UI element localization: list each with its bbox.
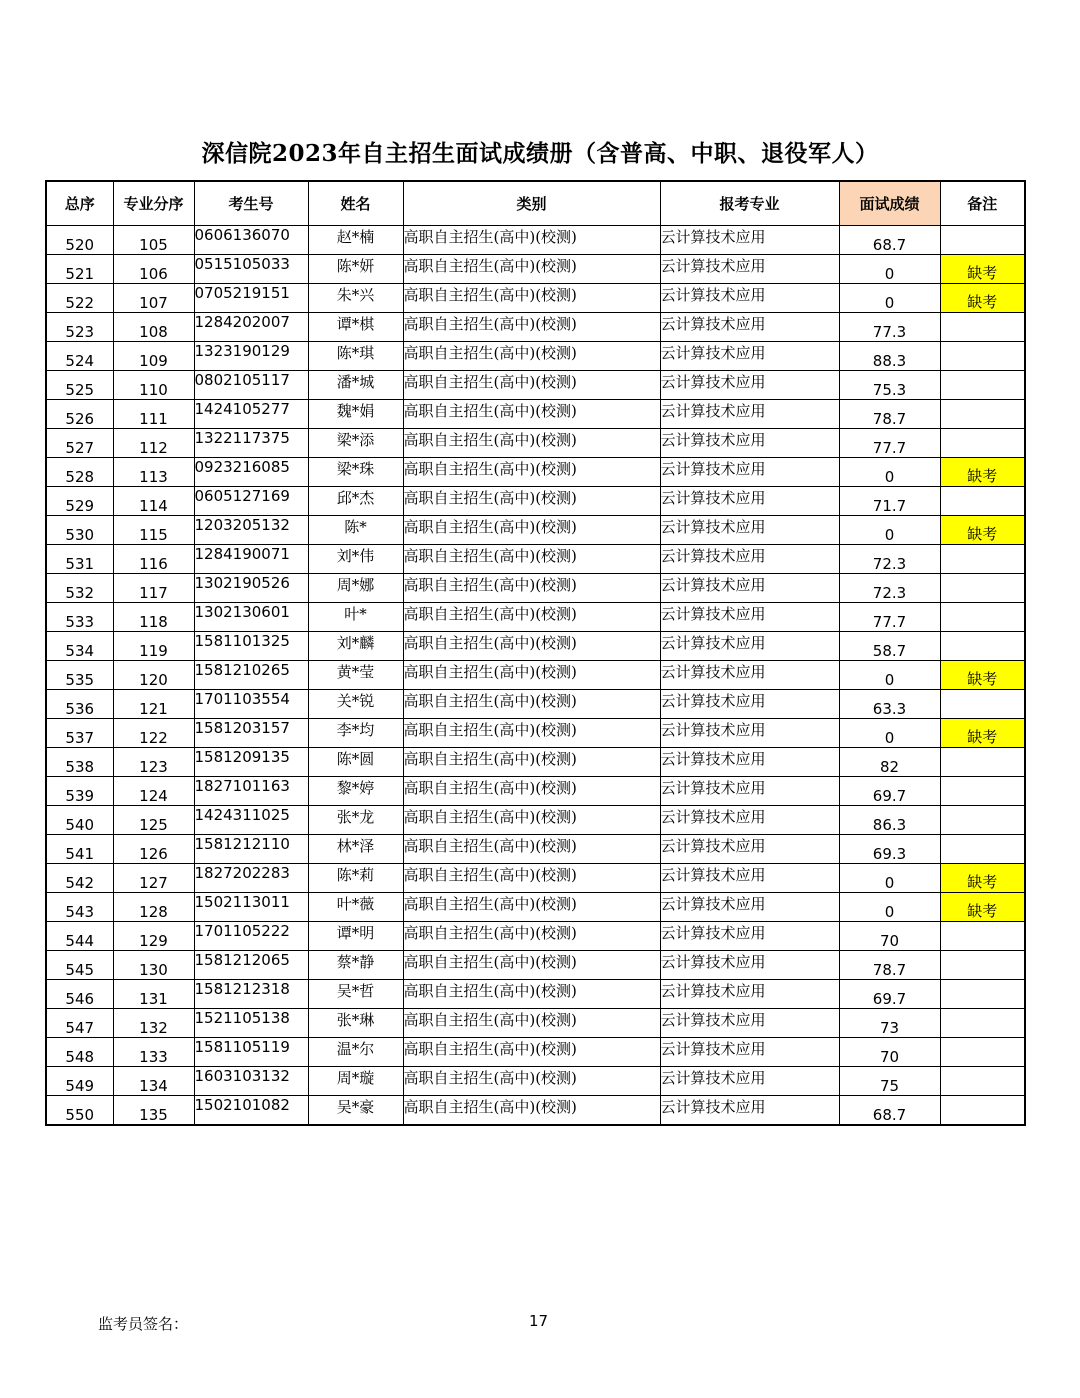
cell-category: 高职自主招生(高中)(校测): [403, 806, 660, 835]
cell-major-seq: 125: [113, 806, 194, 835]
cell-name: 蔡*静: [308, 951, 403, 980]
cell-major-seq: 130: [113, 951, 194, 980]
cell-total-seq: 540: [46, 806, 113, 835]
cell-category: 高职自主招生(高中)(校测): [403, 371, 660, 400]
cell-note: [940, 574, 1025, 603]
table-row: [46, 487, 1025, 516]
cell-score: 69.7: [839, 980, 940, 1009]
cell-major: 云计算技术应用: [660, 603, 839, 632]
cell-total-seq: 539: [46, 777, 113, 806]
cell-major: 云计算技术应用: [660, 429, 839, 458]
cell-name: 陈*妍: [308, 255, 403, 284]
cell-major: 云计算技术应用: [660, 806, 839, 835]
cell-score: 77.7: [839, 429, 940, 458]
cell-note: [940, 1038, 1025, 1067]
cell-total-seq: 537: [46, 719, 113, 748]
cell-major-seq: 107: [113, 284, 194, 313]
cell-category: 高职自主招生(高中)(校测): [403, 980, 660, 1009]
cell-total-seq: 528: [46, 458, 113, 487]
table-row: [46, 922, 1025, 951]
cell-total-seq: 520: [46, 226, 113, 255]
cell-major: 云计算技术应用: [660, 255, 839, 284]
cell-total-seq: 535: [46, 661, 113, 690]
cell-major-seq: 105: [113, 226, 194, 255]
cell-note: [940, 545, 1025, 574]
cell-note: [940, 1009, 1025, 1038]
table-row: [46, 400, 1025, 429]
cell-note: 缺考: [940, 864, 1025, 893]
cell-total-seq: 521: [46, 255, 113, 284]
cell-score: 73: [839, 1009, 940, 1038]
cell-major: 云计算技术应用: [660, 226, 839, 255]
cell-name: 朱*兴: [308, 284, 403, 313]
cell-name: 刘*麟: [308, 632, 403, 661]
cell-score: 75.3: [839, 371, 940, 400]
cell-category: 高职自主招生(高中)(校测): [403, 632, 660, 661]
cell-major: 云计算技术应用: [660, 342, 839, 371]
cell-total-seq: 541: [46, 835, 113, 864]
table-row: [46, 661, 1025, 690]
header-cell: 总序: [46, 181, 113, 226]
table-row: [46, 371, 1025, 400]
cell-major: 云计算技术应用: [660, 922, 839, 951]
signature-label: 监考员签名：: [98, 1315, 189, 1333]
cell-major: 云计算技术应用: [660, 1038, 839, 1067]
cell-exam-id: 1302130601: [194, 603, 308, 632]
cell-exam-id: 1424105277: [194, 400, 308, 429]
cell-note: [940, 922, 1025, 951]
cell-major-seq: 122: [113, 719, 194, 748]
cell-total-seq: 547: [46, 1009, 113, 1038]
cell-name: 梁*珠: [308, 458, 403, 487]
cell-total-seq: 529: [46, 487, 113, 516]
cell-category: 高职自主招生(高中)(校测): [403, 719, 660, 748]
cell-major: 云计算技术应用: [660, 690, 839, 719]
cell-name: 陈*圆: [308, 748, 403, 777]
table-row: [46, 284, 1025, 313]
cell-exam-id: 1581212110: [194, 835, 308, 864]
table-row: [46, 632, 1025, 661]
cell-score: 75: [839, 1067, 940, 1096]
table-row: [46, 1009, 1025, 1038]
table-row: [46, 980, 1025, 1009]
header-cell-score: 面试成绩: [839, 181, 940, 226]
cell-total-seq: 530: [46, 516, 113, 545]
cell-major: 云计算技术应用: [660, 661, 839, 690]
header-cell: 备注: [940, 181, 1025, 226]
cell-major-seq: 124: [113, 777, 194, 806]
table-row: [46, 429, 1025, 458]
cell-major-seq: 106: [113, 255, 194, 284]
cell-major: 云计算技术应用: [660, 893, 839, 922]
cell-category: 高职自主招生(高中)(校测): [403, 458, 660, 487]
cell-exam-id: 1502101082: [194, 1096, 308, 1126]
cell-score: 86.3: [839, 806, 940, 835]
cell-major: 云计算技术应用: [660, 487, 839, 516]
cell-note: 缺考: [940, 458, 1025, 487]
cell-total-seq: 542: [46, 864, 113, 893]
cell-name: 黎*婷: [308, 777, 403, 806]
cell-name: 吴*哲: [308, 980, 403, 1009]
cell-major: 云计算技术应用: [660, 516, 839, 545]
cell-category: 高职自主招生(高中)(校测): [403, 893, 660, 922]
cell-major-seq: 132: [113, 1009, 194, 1038]
cell-category: 高职自主招生(高中)(校测): [403, 690, 660, 719]
cell-total-seq: 522: [46, 284, 113, 313]
cell-major: 云计算技术应用: [660, 719, 839, 748]
cell-score: 0: [839, 661, 940, 690]
table-row: [46, 893, 1025, 922]
cell-score: 0: [839, 458, 940, 487]
cell-exam-id: 1284190071: [194, 545, 308, 574]
cell-exam-id: 1502113011: [194, 893, 308, 922]
cell-note: [940, 835, 1025, 864]
cell-major: 云计算技术应用: [660, 371, 839, 400]
header-cell: 姓名: [308, 181, 403, 226]
table-row: [46, 545, 1025, 574]
cell-name: 吴*豪: [308, 1096, 403, 1126]
cell-exam-id: 1302190526: [194, 574, 308, 603]
cell-major-seq: 120: [113, 661, 194, 690]
cell-score: 72.3: [839, 545, 940, 574]
cell-note: [940, 777, 1025, 806]
cell-note: [940, 371, 1025, 400]
cell-name: 谭*棋: [308, 313, 403, 342]
cell-score: 78.7: [839, 400, 940, 429]
table-row: [46, 458, 1025, 487]
cell-name: 陈*莉: [308, 864, 403, 893]
cell-exam-id: 0923216085: [194, 458, 308, 487]
cell-name: 潘*城: [308, 371, 403, 400]
header-cell: 考生号: [194, 181, 308, 226]
cell-category: 高职自主招生(高中)(校测): [403, 748, 660, 777]
cell-major-seq: 127: [113, 864, 194, 893]
cell-score: 88.3: [839, 342, 940, 371]
cell-name: 温*尔: [308, 1038, 403, 1067]
cell-note: [940, 951, 1025, 980]
cell-major: 云计算技术应用: [660, 1096, 839, 1126]
table-row: [46, 574, 1025, 603]
table-row: [46, 777, 1025, 806]
cell-exam-id: 0605127169: [194, 487, 308, 516]
table-row: [46, 226, 1025, 255]
cell-major-seq: 135: [113, 1096, 194, 1126]
cell-score: 0: [839, 284, 940, 313]
cell-major: 云计算技术应用: [660, 574, 839, 603]
cell-exam-id: 1284202007: [194, 313, 308, 342]
cell-score: 72.3: [839, 574, 940, 603]
cell-exam-id: 1581105119: [194, 1038, 308, 1067]
cell-total-seq: 531: [46, 545, 113, 574]
table-row: [46, 864, 1025, 893]
cell-category: 高职自主招生(高中)(校测): [403, 864, 660, 893]
cell-major: 云计算技术应用: [660, 980, 839, 1009]
cell-total-seq: 538: [46, 748, 113, 777]
cell-score: 68.7: [839, 1096, 940, 1126]
cell-exam-id: 1521105138: [194, 1009, 308, 1038]
cell-exam-id: 1581203157: [194, 719, 308, 748]
cell-name: 刘*伟: [308, 545, 403, 574]
cell-category: 高职自主招生(高中)(校测): [403, 835, 660, 864]
cell-category: 高职自主招生(高中)(校测): [403, 545, 660, 574]
cell-note: [940, 226, 1025, 255]
cell-major-seq: 114: [113, 487, 194, 516]
cell-name: 叶*: [308, 603, 403, 632]
cell-note: [940, 1096, 1025, 1126]
cell-major-seq: 128: [113, 893, 194, 922]
cell-major: 云计算技术应用: [660, 864, 839, 893]
cell-major: 云计算技术应用: [660, 951, 839, 980]
cell-note: [940, 632, 1025, 661]
cell-major-seq: 111: [113, 400, 194, 429]
cell-major-seq: 123: [113, 748, 194, 777]
page-title: 深信院2023年自主招生面试成绩册（含普高、中职、退役军人）: [201, 140, 879, 167]
cell-exam-id: 1701103554: [194, 690, 308, 719]
score-table: [45, 180, 1026, 1126]
cell-name: 黄*莹: [308, 661, 403, 690]
cell-category: 高职自主招生(高中)(校测): [403, 284, 660, 313]
cell-exam-id: 1581210265: [194, 661, 308, 690]
cell-note: [940, 1067, 1025, 1096]
cell-category: 高职自主招生(高中)(校测): [403, 603, 660, 632]
cell-score: 0: [839, 516, 940, 545]
cell-name: 周*璇: [308, 1067, 403, 1096]
cell-exam-id: 0606136070: [194, 226, 308, 255]
cell-major: 云计算技术应用: [660, 400, 839, 429]
cell-score: 71.7: [839, 487, 940, 516]
table-row: [46, 1067, 1025, 1096]
cell-major-seq: 119: [113, 632, 194, 661]
cell-category: 高职自主招生(高中)(校测): [403, 1009, 660, 1038]
cell-name: 陈*: [308, 516, 403, 545]
cell-note: [940, 690, 1025, 719]
cell-category: 高职自主招生(高中)(校测): [403, 487, 660, 516]
cell-name: 李*均: [308, 719, 403, 748]
table-row: [46, 342, 1025, 371]
cell-score: 70: [839, 922, 940, 951]
cell-exam-id: 1322117375: [194, 429, 308, 458]
cell-name: 陈*琪: [308, 342, 403, 371]
table-row: [46, 690, 1025, 719]
cell-category: 高职自主招生(高中)(校测): [403, 1067, 660, 1096]
cell-major: 云计算技术应用: [660, 748, 839, 777]
cell-note: [940, 313, 1025, 342]
page-number: 17: [529, 1312, 549, 1330]
cell-major-seq: 131: [113, 980, 194, 1009]
table-row: [46, 603, 1025, 632]
table-row: [46, 516, 1025, 545]
cell-total-seq: 548: [46, 1038, 113, 1067]
cell-exam-id: 1701105222: [194, 922, 308, 951]
cell-score: 82: [839, 748, 940, 777]
cell-major-seq: 134: [113, 1067, 194, 1096]
cell-category: 高职自主招生(高中)(校测): [403, 1096, 660, 1126]
cell-total-seq: 527: [46, 429, 113, 458]
cell-name: 周*娜: [308, 574, 403, 603]
cell-score: 0: [839, 893, 940, 922]
cell-note: [940, 342, 1025, 371]
cell-major-seq: 110: [113, 371, 194, 400]
table-row: [46, 748, 1025, 777]
cell-major: 云计算技术应用: [660, 313, 839, 342]
table-row: [46, 806, 1025, 835]
cell-total-seq: 545: [46, 951, 113, 980]
table-row: [46, 313, 1025, 342]
cell-score: 78.7: [839, 951, 940, 980]
cell-total-seq: 532: [46, 574, 113, 603]
table-row: [46, 1038, 1025, 1067]
cell-major: 云计算技术应用: [660, 632, 839, 661]
cell-name: 张*龙: [308, 806, 403, 835]
cell-score: 70: [839, 1038, 940, 1067]
cell-total-seq: 544: [46, 922, 113, 951]
table-body: [46, 226, 1025, 1126]
cell-category: 高职自主招生(高中)(校测): [403, 400, 660, 429]
cell-major-seq: 116: [113, 545, 194, 574]
cell-major-seq: 113: [113, 458, 194, 487]
cell-exam-id: 1424311025: [194, 806, 308, 835]
cell-total-seq: 533: [46, 603, 113, 632]
cell-score: 77.3: [839, 313, 940, 342]
table-row: [46, 719, 1025, 748]
cell-category: 高职自主招生(高中)(校测): [403, 226, 660, 255]
cell-major-seq: 112: [113, 429, 194, 458]
cell-category: 高职自主招生(高中)(校测): [403, 429, 660, 458]
cell-major-seq: 133: [113, 1038, 194, 1067]
cell-note: 缺考: [940, 255, 1025, 284]
cell-total-seq: 536: [46, 690, 113, 719]
cell-name: 梁*添: [308, 429, 403, 458]
cell-note: [940, 400, 1025, 429]
cell-note: 缺考: [940, 893, 1025, 922]
cell-total-seq: 550: [46, 1096, 113, 1126]
cell-total-seq: 549: [46, 1067, 113, 1096]
cell-major-seq: 118: [113, 603, 194, 632]
cell-exam-id: 0802105117: [194, 371, 308, 400]
cell-total-seq: 523: [46, 313, 113, 342]
cell-note: [940, 806, 1025, 835]
cell-exam-id: 1323190129: [194, 342, 308, 371]
cell-category: 高职自主招生(高中)(校测): [403, 922, 660, 951]
cell-category: 高职自主招生(高中)(校测): [403, 951, 660, 980]
cell-major: 云计算技术应用: [660, 1009, 839, 1038]
cell-major: 云计算技术应用: [660, 1067, 839, 1096]
cell-exam-id: 1581101325: [194, 632, 308, 661]
cell-exam-id: 1581209135: [194, 748, 308, 777]
cell-major: 云计算技术应用: [660, 545, 839, 574]
cell-note: [940, 603, 1025, 632]
table-row: [46, 951, 1025, 980]
cell-score: 58.7: [839, 632, 940, 661]
cell-note: [940, 487, 1025, 516]
cell-note: [940, 748, 1025, 777]
cell-note: 缺考: [940, 284, 1025, 313]
cell-score: 0: [839, 255, 940, 284]
cell-note: [940, 429, 1025, 458]
cell-exam-id: 1203205132: [194, 516, 308, 545]
cell-score: 77.7: [839, 603, 940, 632]
cell-major-seq: 126: [113, 835, 194, 864]
cell-major-seq: 121: [113, 690, 194, 719]
cell-name: 林*泽: [308, 835, 403, 864]
cell-category: 高职自主招生(高中)(校测): [403, 1038, 660, 1067]
cell-major: 云计算技术应用: [660, 284, 839, 313]
cell-exam-id: 1581212318: [194, 980, 308, 1009]
cell-category: 高职自主招生(高中)(校测): [403, 313, 660, 342]
cell-total-seq: 525: [46, 371, 113, 400]
cell-score: 63.3: [839, 690, 940, 719]
cell-category: 高职自主招生(高中)(校测): [403, 574, 660, 603]
cell-major-seq: 108: [113, 313, 194, 342]
header-cell: 报考专业: [660, 181, 839, 226]
header-row: [46, 181, 1025, 226]
cell-category: 高职自主招生(高中)(校测): [403, 777, 660, 806]
cell-major-seq: 115: [113, 516, 194, 545]
table-row: [46, 835, 1025, 864]
cell-name: 张*琳: [308, 1009, 403, 1038]
cell-score: 69.3: [839, 835, 940, 864]
cell-category: 高职自主招生(高中)(校测): [403, 255, 660, 284]
cell-total-seq: 534: [46, 632, 113, 661]
table-row: [46, 255, 1025, 284]
cell-total-seq: 543: [46, 893, 113, 922]
cell-exam-id: 1581212065: [194, 951, 308, 980]
cell-name: 关*锐: [308, 690, 403, 719]
cell-note: [940, 980, 1025, 1009]
cell-note: 缺考: [940, 661, 1025, 690]
cell-note: 缺考: [940, 516, 1025, 545]
cell-major-seq: 117: [113, 574, 194, 603]
cell-major-seq: 129: [113, 922, 194, 951]
cell-name: 魏*娟: [308, 400, 403, 429]
cell-exam-id: 0705219151: [194, 284, 308, 313]
cell-category: 高职自主招生(高中)(校测): [403, 342, 660, 371]
cell-name: 谭*明: [308, 922, 403, 951]
cell-total-seq: 524: [46, 342, 113, 371]
cell-major: 云计算技术应用: [660, 835, 839, 864]
cell-major-seq: 109: [113, 342, 194, 371]
cell-exam-id: 1603103132: [194, 1067, 308, 1096]
cell-score: 0: [839, 864, 940, 893]
cell-exam-id: 1827202283: [194, 864, 308, 893]
cell-exam-id: 0515105033: [194, 255, 308, 284]
cell-name: 赵*楠: [308, 226, 403, 255]
cell-score: 69.7: [839, 777, 940, 806]
cell-exam-id: 1827101163: [194, 777, 308, 806]
cell-score: 68.7: [839, 226, 940, 255]
cell-total-seq: 526: [46, 400, 113, 429]
table-row: [46, 1096, 1025, 1126]
cell-name: 邱*杰: [308, 487, 403, 516]
cell-score: 0: [839, 719, 940, 748]
cell-major: 云计算技术应用: [660, 777, 839, 806]
header-cell: 类别: [403, 181, 660, 226]
cell-major: 云计算技术应用: [660, 458, 839, 487]
cell-category: 高职自主招生(高中)(校测): [403, 516, 660, 545]
cell-name: 叶*薇: [308, 893, 403, 922]
cell-total-seq: 546: [46, 980, 113, 1009]
cell-category: 高职自主招生(高中)(校测): [403, 661, 660, 690]
header-cell: 专业分序: [113, 181, 194, 226]
cell-note: 缺考: [940, 719, 1025, 748]
